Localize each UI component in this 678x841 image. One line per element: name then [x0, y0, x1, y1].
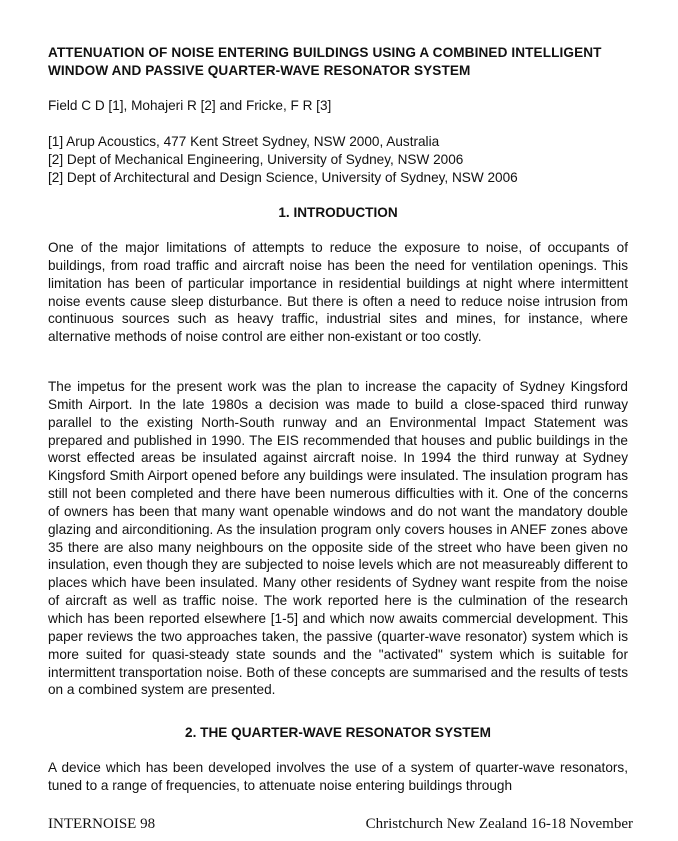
author-list: Field C D [1], Mohajeri R [2] and Fricke, F R [3]	[48, 98, 332, 113]
footer-conference: INTERNOISE 98	[48, 816, 156, 832]
paper-title: ATTENUATION OF NOISE ENTERING BUILDINGS USING A COMBINED INTELLIGENT WINDOW AND PASSIVE QUARTER-WAVE RESONATOR SYSTEM	[48, 45, 602, 78]
quarter-wave-paragraph-1: A device which has been developed involves the use of a system of quarter-wave resonators, tuned to a range of frequencies, to attenuate noise entering buildings through	[48, 760, 628, 793]
affiliation-2: [2] Dept of Mechanical Engineering, University of Sydney, NSW 2006	[48, 151, 464, 167]
intro-paragraph-2: The impetus for the present work was the plan to increase the capacity of Sydney Kingsford Smith Airport. In the late 1980s a decision was made to build a close-spaced third runway parallel to the existing North-South runway and an Environmental Impact Statement was prepared and published in 1990. The EIS recommended that houses and public buildings in the worst effected areas be insulated against aircraft noise. In 1994 the third runway at Sydney Kingsford Smith Airport opened before any buildings were insulated. The insulation program has still not been completed and there have been numerous difficulties with it. One of the concerns of owners has been that many want openable windows and do not want the mandatory double glazing and airconditioning. As the insulation program only covers houses in ANEF zones above 35 there are also many neighbours on the opposite side of the street who have been given no insulation, even though they are subjected to noise levels which are not measureably different to places which have been insulated. Many other residents of Sydney want respite from the noise of aircraft as well as traffic noise. The work reported here is the culmination of the research which has been reported elsewhere [1-5] and which now awaits commercial development. This paper reviews the two approaches taken, the passive (quarter-wave resonator) system which is more suited for quasi-steady state sounds and the "activated" system which is suitable for intermittent transportation noise. Both of these concepts are summarised and the results of tests on a combined system are presented.	[48, 379, 628, 698]
section-heading-quarter-wave: 2. THE QUARTER-WAVE RESONATOR SYSTEM	[185, 725, 491, 740]
section-heading-introduction: 1. INTRODUCTION	[278, 205, 398, 220]
affiliation-1: [1] Arup Acoustics, 477 Kent Street Sydney, NSW 2000, Australia	[48, 134, 440, 149]
footer-location-date: Christchurch New Zealand 16-18 November	[365, 816, 633, 832]
intro-paragraph-1: One of the major limitations of attempts to reduce the exposure to noise, of occupants of buildings, from road traffic and aircraft noise has been the need for ventilation openings. This limitation has been of particular importance in residential buildings at night where intermittent noise events cause sleep disturbance. But there is often a need to reduce noise intrusion from continuous sources such as heavy traffic, industrial sites and mines, for instance, where alternative methods of noise control are either non-existant or too costly.	[48, 240, 628, 345]
affiliation-list	[48, 133, 518, 186]
affiliation-3: [2] Dept of Architectural and Design Science, University of Sydney, NSW 2006	[48, 169, 518, 185]
